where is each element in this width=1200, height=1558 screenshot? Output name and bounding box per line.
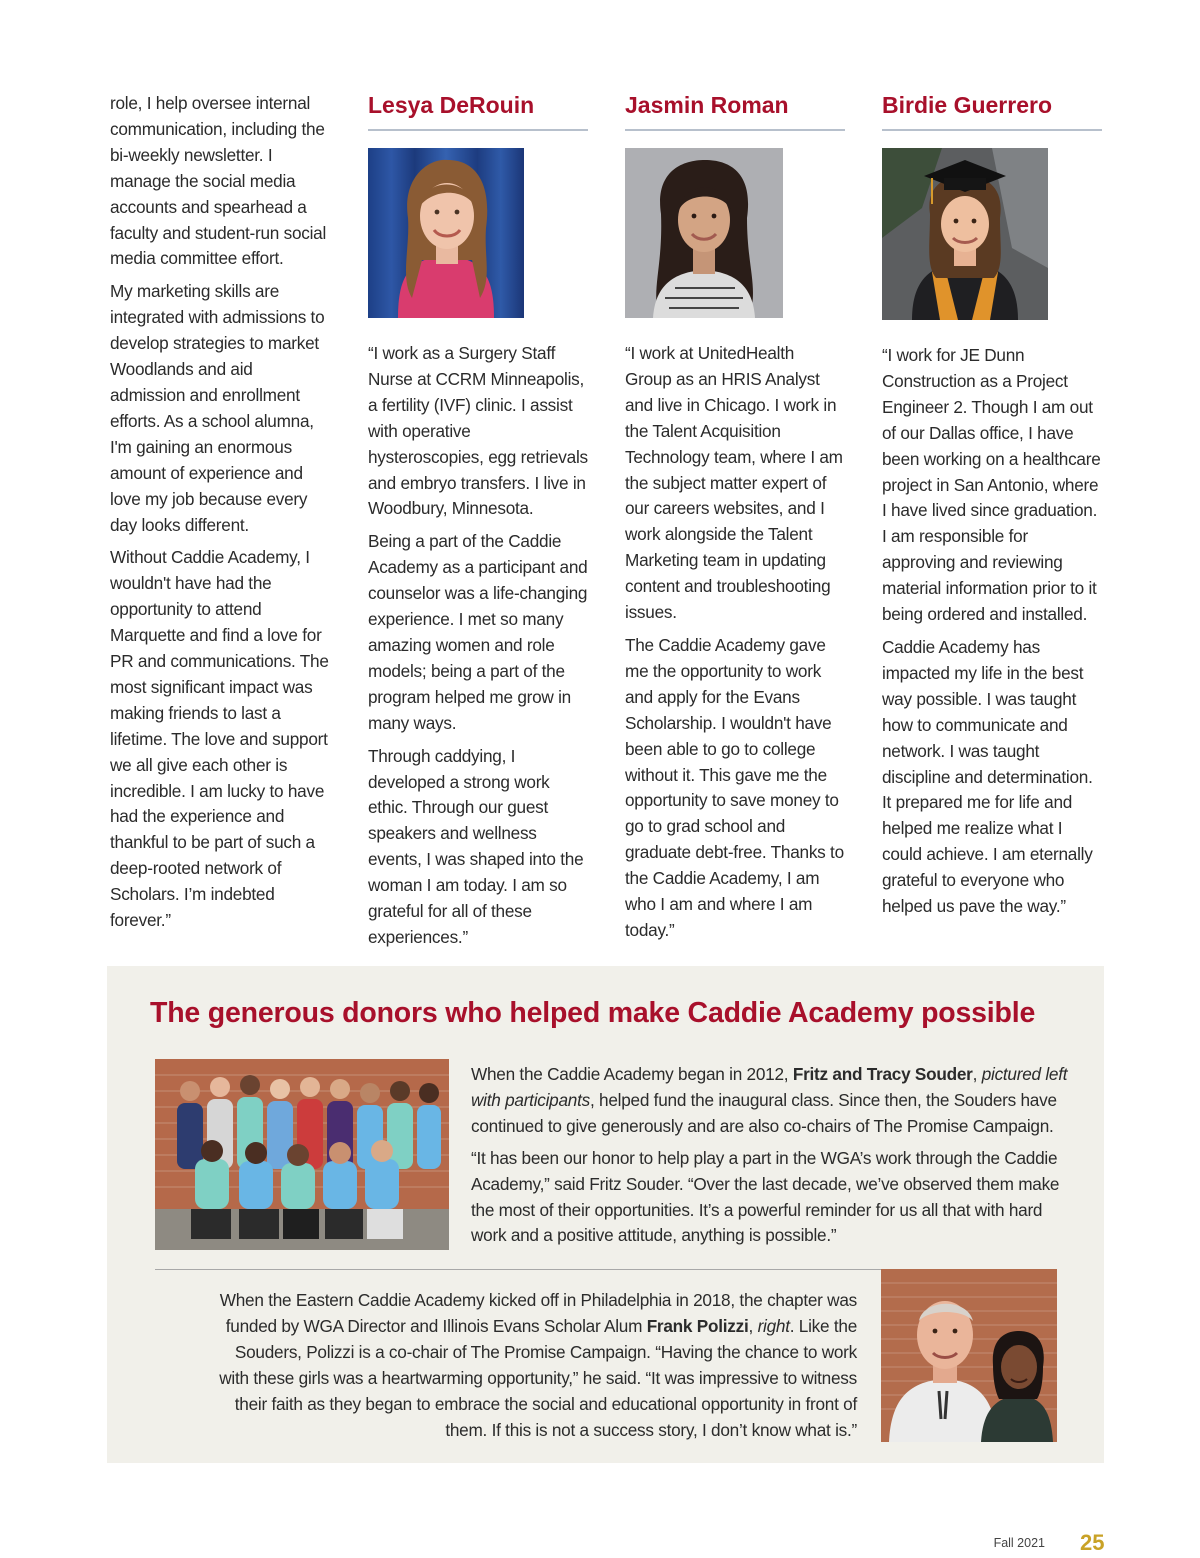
text-span: . Like the Souders, Polizzi is a co-chair of The Promise Campaign. “Having the chance to work with these girls was a heartwarming opportunity,” he said. “It was impressive to witness their faith as they began to embrace the social and educational opportunity in front of them. If this is not a success story, I don’t know what is.” [219, 1315, 857, 1440]
text-span: , [972, 1064, 982, 1084]
text-span: , [748, 1315, 758, 1336]
profile-lesya [368, 90, 588, 958]
souders-paragraph [471, 1062, 1081, 1140]
profile-paragraph: “I work at UnitedHealth Group as an HRIS Analyst and live in Chicago. I work in the Talent Acquisition Technology team, where I am the subject matter expert of our careers websites, and I work alongside the Talent Marketing team in updating content and troubleshooting issues. [625, 343, 843, 623]
souders-name: Fritz and Tracy Souder [792, 1064, 973, 1084]
profile-paragraph: The Caddie Academy gave me the opportunity to work and apply for the Evans Scholarship. I wouldn't have been able to go to college without it. This gave me the opportunity to save money to go to grad school and graduate debt-free. Thanks to the Caddie Academy, I am who I am and where I am today.” [625, 634, 844, 940]
polizzi-photo [881, 1269, 1057, 1447]
story-paragraph: Without Caddie Academy, I wouldn't have had the opportunity to attend Marquette and find a love for PR and communications. The most significant impact was making friends to last a lifetime. The love and support we all give each other is incredible. I am lucky to have had the experience and thankful to be part of such a deep-rooted network of Scholars. I’m indebted forever.” [110, 547, 329, 931]
profile-name: Lesya DeRouin [368, 90, 588, 131]
profile-paragraph: Through caddying, I developed a strong work ethic. Through our guest speakers and wellness events, I was shaped into the woman I am today. I am so grateful for all of these experiences.” [368, 745, 584, 947]
story-paragraph: My marketing skills are integrated with admissions to develop strategies to market Woodlands and aid admission and enrollment efforts. As a school alumna, I'm gaining an enormous amount of experience and love my job because every day looks different. [110, 281, 325, 535]
page-number: 25 [1080, 1530, 1105, 1555]
profile-paragraph: Being a part of the Caddie Academy as a participant and counselor was a life-changing experience. I met so many amazing women and role models; being a part of the program helped me grow in many ways. [368, 531, 588, 733]
polizzi-name: Frank Polizzi [646, 1315, 749, 1336]
birdie-graduation-photo [882, 148, 1102, 320]
profile-name: Birdie Guerrero [882, 90, 1102, 131]
polizzi-paragraph [207, 1288, 857, 1443]
profile-jasmin [625, 90, 845, 951]
souders-text [471, 1062, 1081, 1255]
profile-paragraph: “I work for JE Dunn Construction as a Project Engineer 2. Though I am out of our Dallas office, I have been working on a healthcare project in San Antonio, where I have lived since graduation. I am responsible for approving and reviewing material information prior to it being ordered and installed. [882, 345, 1101, 625]
photo-caption-ref: pictured left with participants [471, 1064, 1068, 1110]
issue-label: Fall 2021 [993, 1536, 1045, 1550]
souders-quote: “It has been our honor to help play a part in the WGA’s work through the Caddie Academy,” said Fritz Souder. “Over the last decade, we’ve observed them make the most of their opportunities. It’s a powerful reminder for us all that with hard work and a positive attitude, anything is possible.” [471, 1147, 1060, 1246]
souders-group-photo [155, 1059, 449, 1255]
profile-text [882, 343, 1102, 920]
text-span: , helped fund the inaugural class. Since then, the Souders have continued to give generously and are also co-chairs of The Promise Campaign. [471, 1089, 1057, 1136]
profile-text [625, 341, 845, 944]
profile-paragraph: Caddie Academy has impacted my life in the best way possible. I was taught how to communicate and network. I was taught discipline and determination. It prepared me for life and helped me realize what I could achieve. I am eternally grateful to everyone who helped us pave the way.” [882, 636, 1093, 917]
profile-text [368, 341, 588, 951]
continued-story-column [110, 91, 332, 941]
polizzi-text [207, 1288, 857, 1449]
jasmin-portrait-photo [625, 148, 845, 318]
photo-caption-ref: right [757, 1315, 790, 1336]
text-span: When the Eastern Caddie Academy kicked off in Philadelphia in 2018, the chapter was funded by WGA Director and Illinois Evans Scholar Alum [219, 1290, 857, 1336]
story-paragraph: role, I help oversee internal communication, including the bi-weekly newsletter. I manage the social media accounts and spearhead a faculty and student-run social media committee effort. [110, 93, 327, 269]
donors-title: The generous donors who helped make Caddie Academy possible [150, 997, 1036, 1029]
profile-birdie [882, 90, 1102, 927]
lesya-portrait-photo [368, 148, 588, 318]
text-span: When the Caddie Academy began in 2012, [471, 1064, 793, 1084]
donors-section [107, 966, 1104, 1463]
section-divider [155, 1269, 882, 1270]
profile-paragraph: “I work as a Surgery Staff Nurse at CCRM Minneapolis, a fertility (IVF) clinic. I assist with operative hysteroscopies, egg retrievals and embryo transfers. I live in Woodbury, Minnesota. [368, 343, 588, 519]
profile-name: Jasmin Roman [625, 90, 845, 131]
